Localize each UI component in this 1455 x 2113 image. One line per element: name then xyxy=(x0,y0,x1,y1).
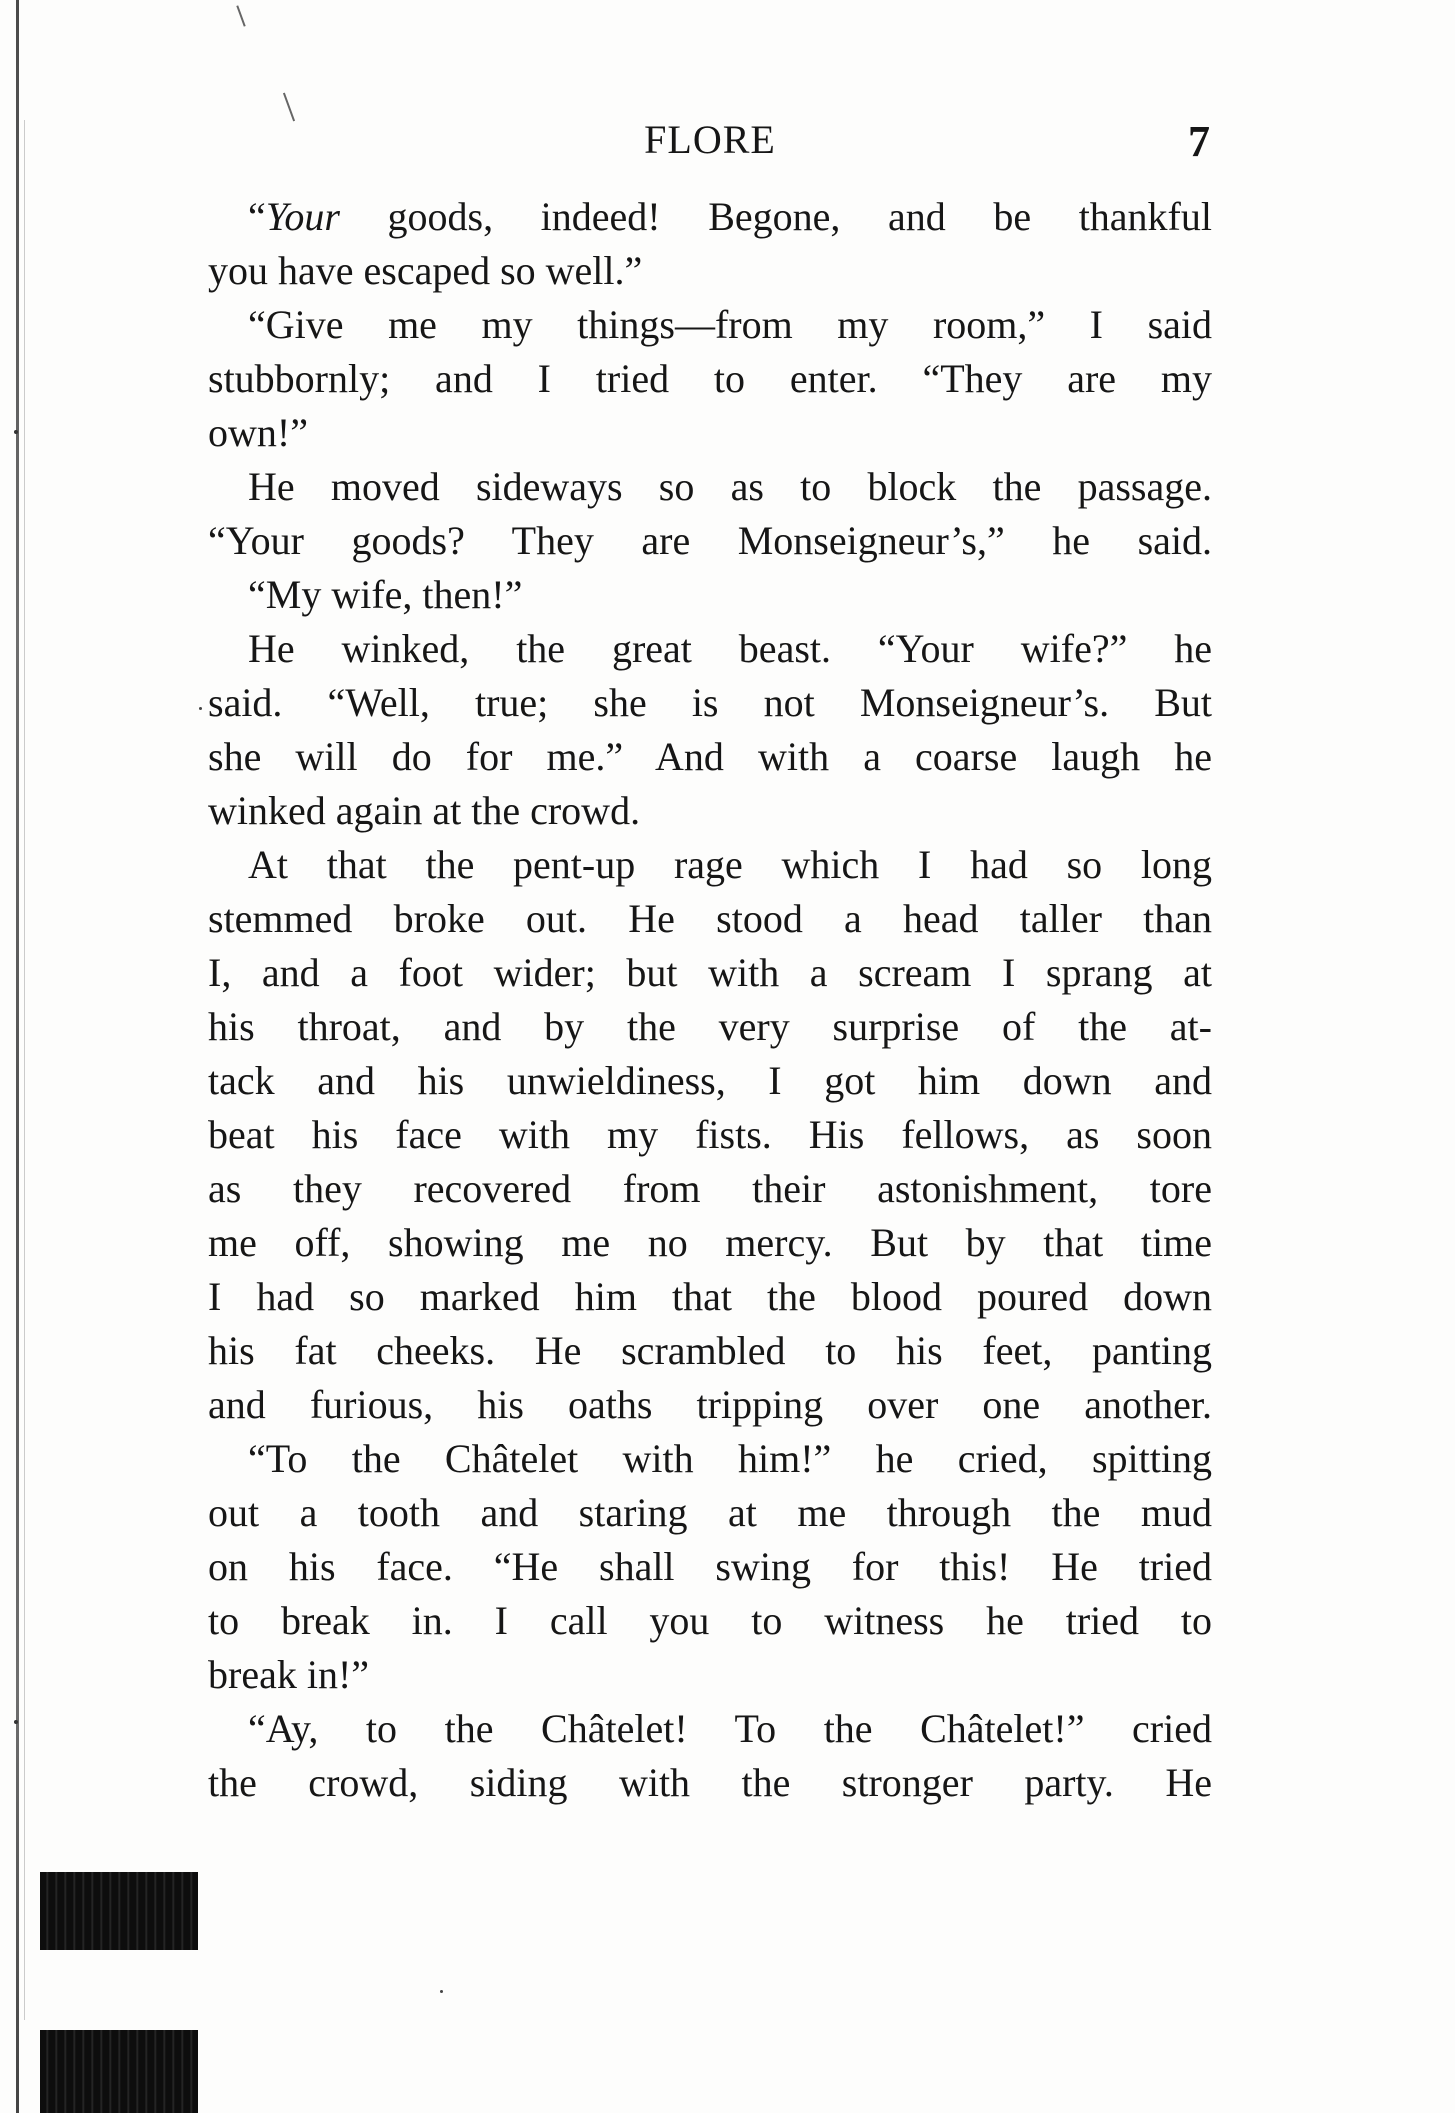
text-line: break in!” xyxy=(208,1652,370,1697)
text-line: He winked, the great beast. “Your wife?” he xyxy=(248,626,1212,671)
text-line: out a tooth and staring at me through the mud xyxy=(208,1490,1212,1535)
binding-shadow-line xyxy=(24,120,25,2020)
scan-speck xyxy=(199,707,202,710)
text-line: the crowd, siding with the stronger party. He xyxy=(208,1760,1212,1805)
text-line: you have escaped so well.” xyxy=(208,248,643,293)
text-line: and furious, his oaths tripping over one another. xyxy=(208,1382,1212,1427)
scan-speck xyxy=(14,1720,18,1724)
text-line: “Your goods, indeed! Begone, and be thankful xyxy=(248,194,1212,239)
scan-mark xyxy=(236,5,245,26)
text-line: she will do for me.” And with a coarse laugh he xyxy=(208,734,1212,779)
text-line: “Your goods? They are Monseigneur’s,” he said. xyxy=(208,518,1212,563)
text-line: “Ay, to the Châtelet! To the Châtelet!” cried xyxy=(248,1706,1212,1751)
italic-word: Your xyxy=(265,194,340,239)
text-line: his throat, and by the very surprise of the at- xyxy=(208,1004,1212,1049)
scan-speck xyxy=(440,1990,443,1993)
page-number: 7 xyxy=(1188,117,1210,166)
text-line: I had so marked him that the blood poured down xyxy=(208,1274,1212,1319)
binding-edge-line xyxy=(16,0,19,2113)
scan-artifact-block xyxy=(40,2030,198,2113)
text-line: “Give me my things—from my room,” I said xyxy=(248,302,1212,347)
text-line: as they recovered from their astonishment, tore xyxy=(208,1166,1212,1211)
text-line: tack and his unwieldiness, I got him down and xyxy=(208,1058,1212,1103)
text-line: I, and a foot wider; but with a scream I sprang at xyxy=(208,950,1212,995)
text-line: me off, showing me no mercy. But by that time xyxy=(208,1220,1212,1265)
text-line: said. “Well, true; she is not Monseigneur’s. But xyxy=(208,680,1212,725)
text-line: winked again at the crowd. xyxy=(208,788,641,833)
text-line: “My wife, then!” xyxy=(248,572,523,617)
text-line: to break in. I call you to witness he tried to xyxy=(208,1598,1212,1643)
text-line: At that the pent-up rage which I had so long xyxy=(248,842,1212,887)
text-line: on his face. “He shall swing for this! He tried xyxy=(208,1544,1212,1589)
text-line: stubbornly; and I tried to enter. “They are my xyxy=(208,356,1212,401)
body-text xyxy=(208,190,1212,1810)
text-line: stemmed broke out. He stood a head taller than xyxy=(208,896,1212,941)
running-head: FLORE xyxy=(644,117,776,162)
text-line: He moved sideways so as to block the passage. xyxy=(248,464,1212,509)
scan-artifact-block xyxy=(40,1872,198,1950)
page-header xyxy=(210,116,1210,176)
text-line: his fat cheeks. He scrambled to his feet, panting xyxy=(208,1328,1212,1373)
text-line: beat his face with my fists. His fellows, as soon xyxy=(208,1112,1212,1157)
text-line: own!” xyxy=(208,410,308,455)
text-line: “To the Châtelet with him!” he cried, spitting xyxy=(248,1436,1212,1481)
scan-speck xyxy=(14,430,18,434)
